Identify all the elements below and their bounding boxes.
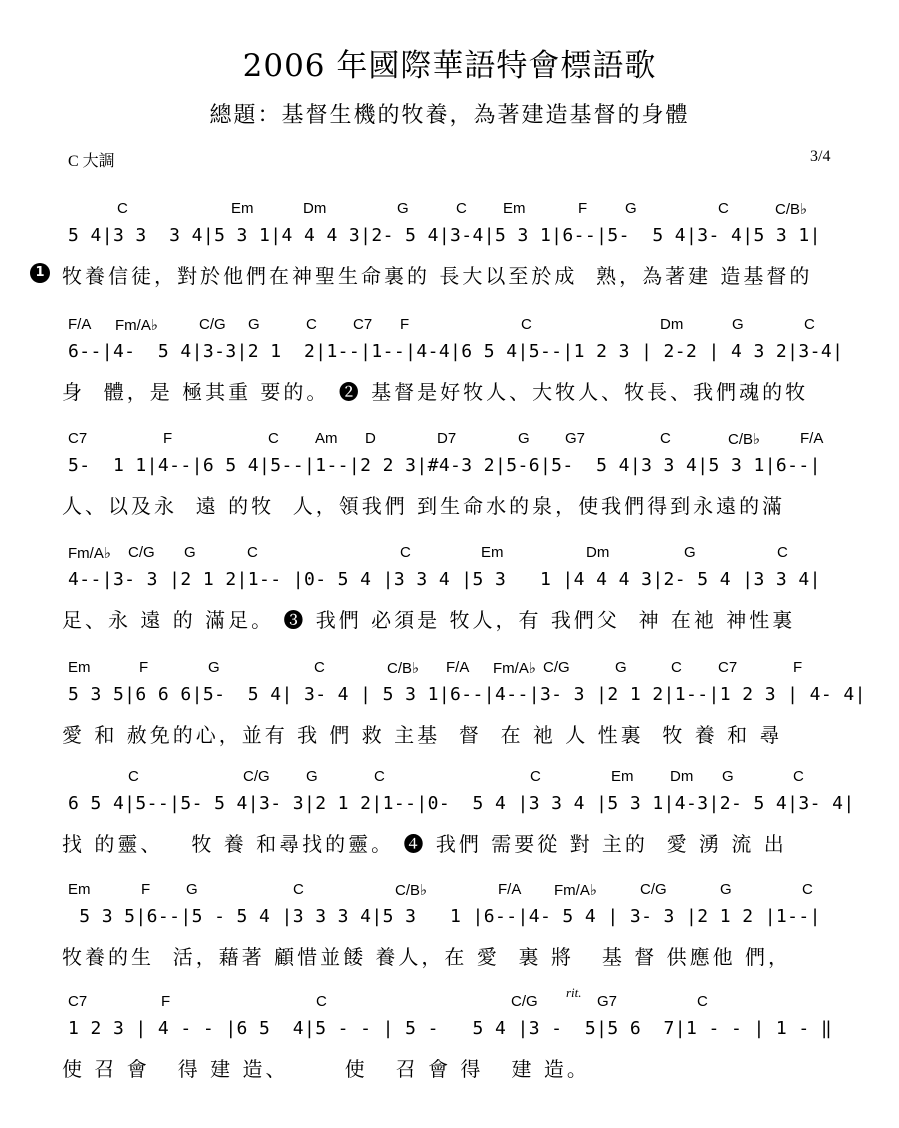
chord: Em [611,768,634,785]
lyric-row: 身 體，是 極其重 要的。 ❷ 基督是好牧人、大牧人、牧長、我們魂的牧 [62,380,809,404]
chord: G [684,544,696,561]
chord: G [615,659,627,676]
notation-row: 6 5 4|5--|5- 5 4|3- 3|2 1 2|1--|0- 5 4 |3 3 4 |5 3 1|4-3|2- 5 4|3- 4| [68,793,855,814]
verse-marker: 1 [30,263,50,283]
chord: C7 [353,316,373,333]
chord: G [722,768,734,785]
chord-row [0,200,899,222]
chord: C [802,881,813,898]
lyric-row: 使 召 會 得 建 造、 使 召 會 得 建 造。 [62,1057,590,1081]
chord: G [248,316,260,333]
chord: C [793,768,804,785]
chord: G [732,316,744,333]
chord: C/B♭ [728,431,761,448]
chord-row [0,881,899,903]
chord: C [128,768,139,785]
lyric-row: 牧養的生 活，藉著 顧惜並餧 養人，在 愛 裏 將 基 督 供應他 們， [62,945,792,969]
notation-row: 4--|3- 3 |2 1 2|1-- |0- 5 4 |3 3 4 |5 3 1 |4 4 4 3|2- 5 4 |3 3 4| [68,569,821,590]
chord: G7 [597,993,618,1010]
notation-row: 5 4|3 3 3 4|5 3 1|4 4 4 3|2- 5 4|3-4|5 3 1|6--|5- 5 4|3- 4|5 3 1| [68,225,821,246]
chord: F/A [68,316,92,333]
system-4 [0,544,899,664]
chord: C/G [543,659,570,676]
chord: Fm/A♭ [115,317,158,334]
chord: C/G [243,768,270,785]
chord: G [625,200,637,217]
chord: C [697,993,708,1010]
song-subtitle: 總題：基督生機的牧養，為著建造基督的身體 [209,103,690,128]
chord: Em [68,659,91,676]
chord: F/A [800,430,824,447]
lyric-row: 愛 和 赦免的心，並有 我 們 救 主基 督 在 祂 人 性裏 牧 養 和 尋 [62,723,783,747]
chord: G7 [565,430,586,447]
chord: C [268,430,279,447]
lyric-row: 人、以及永 遠 的牧 人，領我們 到生命水的泉，使我們得到永遠的滿 [62,494,786,518]
chord: Fm/A♭ [554,882,597,899]
chord: G [518,430,530,447]
notation-row: 5 3 5|6 6 6|5- 5 4| 3- 4 | 5 3 1|6--|4--|3- 3 |2 1 2|1--|1 2 3 | 4- 4| [68,684,866,705]
chord: F [161,993,171,1010]
chord: C [306,316,317,333]
lyric-row: 牧養信徒，對於他們在神聖生命裏的 長大以至於成 熟，為著建 造基督的 [62,264,813,288]
lyric-row: 足、永 遠 的 滿足。 ❸ 我們 必須是 牧人，有 我們父 神 在祂 神性裏 [62,608,796,632]
chord: C [374,768,385,785]
chord: F [400,316,410,333]
chord: C [316,993,327,1010]
chord: C/G [128,544,155,561]
chord-row [0,430,899,452]
chord: C [671,659,682,676]
chord: Dm [586,544,610,561]
system-1 [0,200,899,320]
chord-row [0,316,899,338]
chord: G [186,881,198,898]
chord: G [208,659,220,676]
chord: C [293,881,304,898]
system-6 [0,768,899,888]
chord: C [530,768,541,785]
chord: C/B♭ [395,882,428,899]
chord: C [804,316,815,333]
chord: C/G [199,316,226,333]
system-8 [0,985,899,1113]
chord: C7 [718,659,738,676]
chord-row [0,993,899,1015]
notation-row: 6--|4- 5 4|3-3|2 1 2|1--|1--|4-4|6 5 4|5--|1 2 3 | 2-2 | 4 3 2|3-4| [68,341,844,362]
ritardando-mark: rit. [566,985,582,1000]
chord: Fm/A♭ [68,545,111,562]
chord: F [139,659,149,676]
song-title: 2006 年國際華語特會標語歌 [242,48,657,84]
chord: C7 [68,993,88,1010]
chord: C [777,544,788,561]
chord: Dm [670,768,694,785]
chord: F/A [446,659,470,676]
system-3 [0,430,899,550]
system-2 [0,316,899,436]
chord: C/G [511,993,538,1010]
chord: C [456,200,467,217]
chord: C/B♭ [387,660,420,677]
chord: C [247,544,258,561]
chord: Dm [660,316,684,333]
chord: F [141,881,151,898]
chord: Fm/A♭ [493,660,536,677]
chord: Dm [303,200,327,217]
chord: D [365,430,376,447]
chord: Em [481,544,504,561]
chord: C [117,200,128,217]
chord: C [400,544,411,561]
chord: C/B♭ [775,201,808,218]
chord-row [0,544,899,566]
system-7 [0,881,899,1001]
chord: Em [231,200,254,217]
chord-row [0,768,899,790]
time-signature: 3/4 [810,148,831,165]
chord: F/A [498,881,522,898]
chord: C [660,430,671,447]
chord: G [397,200,409,217]
system-5 [0,659,899,779]
notation-row: 1 2 3 | 4 - - |6 5 4|5 - - | 5 - 5 4 |3 - 5|5 6 7|1 - - | 1 - ‖ [68,1018,833,1039]
chord: F [163,430,173,447]
chord: C/G [640,881,667,898]
chord: C7 [68,430,88,447]
key-signature: C 大調 [68,153,115,170]
lyric-row: 找 的靈、 牧 養 和尋找的靈。 ❹ 我們 需要從 對 主的 愛 湧 流 出 [62,832,787,856]
chord: C [718,200,729,217]
notation-row: 5- 1 1|4--|6 5 4|5--|1--|2 2 3|#4-3 2|5-6|5- 5 4|3 3 4|5 3 1|6--| [68,455,821,476]
chord: F [793,659,803,676]
notation-row: 5 3 5|6--|5 - 5 4 |3 3 3 4|5 3 1 |6--|4- 5 4 | 3- 3 |2 1 2 |1--| [68,906,821,927]
chord: Em [503,200,526,217]
chord: G [306,768,318,785]
chord: C [314,659,325,676]
chord: Em [68,881,91,898]
chord: C [521,316,532,333]
chord-row [0,659,899,681]
chord: D7 [437,430,457,447]
chord: F [578,200,588,217]
chord: G [184,544,196,561]
chord: G [720,881,732,898]
chord: Am [315,430,338,447]
